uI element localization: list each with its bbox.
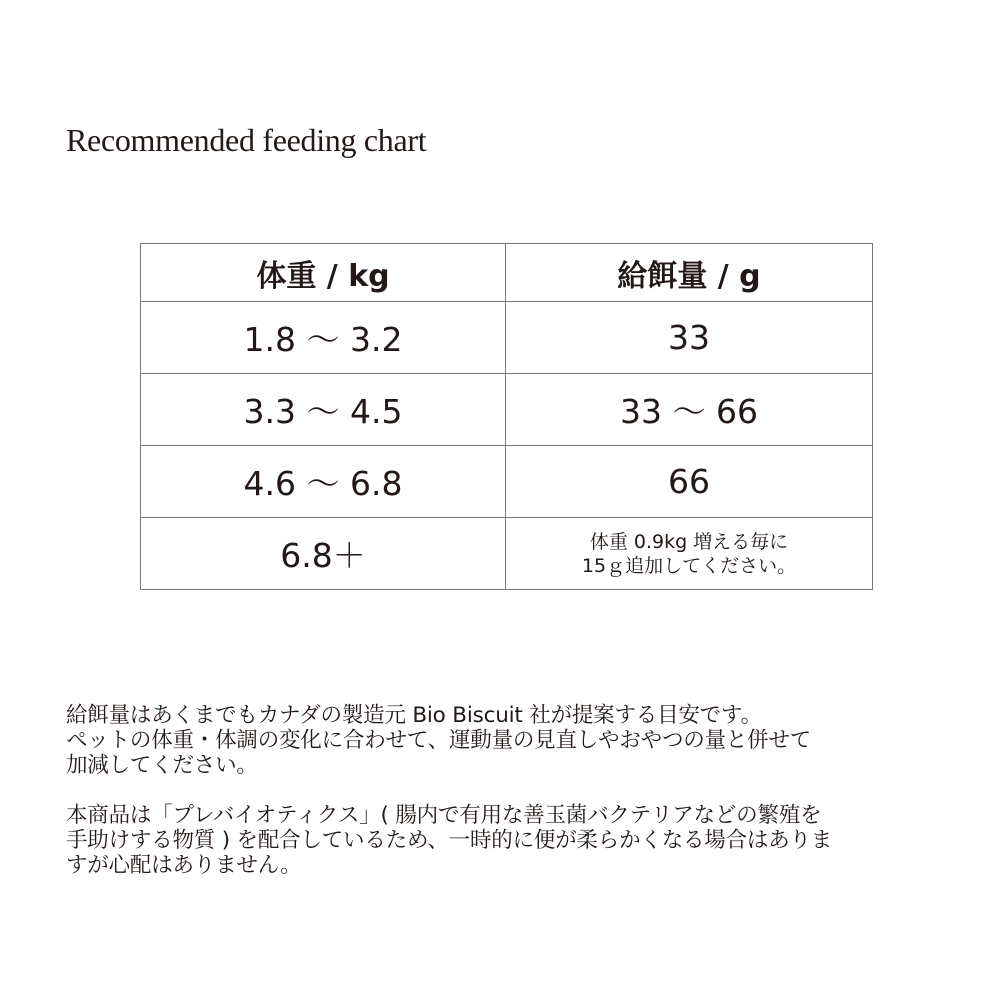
note-paragraph: 本商品は「プレバイオティクス」( 腸内で有用な善玉菌バクテリアなどの繁殖を 手助けする物質 ) を配合しているため、一時的に便が柔らかくなる場合はありま すが心配はありません。 [66,803,833,878]
table-row [141,374,873,446]
page-title: Recommended feeding chart [66,122,427,158]
note-paragraph: 給餌量はあくまでもカナダの製造元 Bio Biscuit 社が提案する目安です。 ペットの体重・体調の変化に合わせて、運動量の見直しやおやつの量と併せて 加減してください。 [66,703,812,778]
table-row [141,446,873,518]
feeding-table [140,243,873,590]
header-weight: 体重 / kg [141,244,506,302]
weight-cell: 1.8 〜 3.2 [141,302,506,374]
table-header-row [141,244,873,302]
amount-note-cell: 体重 0.9kg 増える毎に 15ｇ追加してください。 [506,518,873,590]
table-row [141,518,873,590]
amount-cell: 33 [506,302,873,374]
table-row [141,302,873,374]
header-amount: 給餌量 / g [506,244,873,302]
weight-cell: 6.8＋ [141,518,506,590]
amount-cell: 33 〜 66 [506,374,873,446]
notes-section [66,703,946,903]
weight-cell: 3.3 〜 4.5 [141,374,506,446]
weight-cell: 4.6 〜 6.8 [141,446,506,518]
amount-cell: 66 [506,446,873,518]
